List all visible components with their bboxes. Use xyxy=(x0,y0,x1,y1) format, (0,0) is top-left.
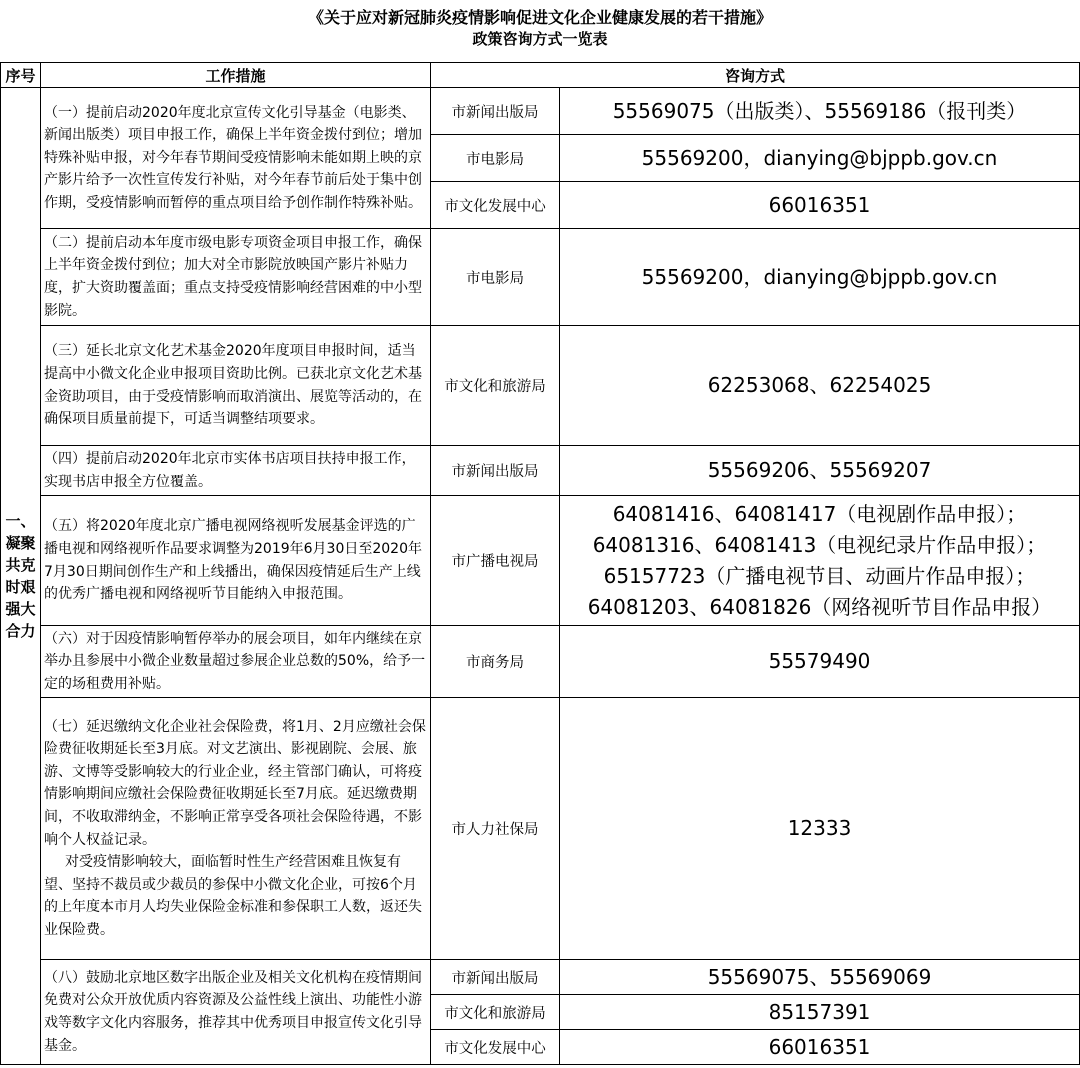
contact-line: 64081203、64081826（网络视听节目作品申报） xyxy=(587,594,1052,619)
contact-cell: 55569200，dianying@bjppb.gov.cn xyxy=(560,135,1080,182)
measure-cell: （八）鼓励北京地区数字出版企业及相关文化机构在疫情期间免费对公众开放优质内容资源及公益性线上演出、功能性小游戏等数字文化内容服务，推荐其中优秀项目申报宣传文化引导基金。 xyxy=(41,960,431,1065)
contact-cell: 55579490 xyxy=(560,626,1080,698)
contact-line: 64081316、64081413（电视纪录片作品申报）； xyxy=(592,532,1047,557)
measure-paragraph: 对受疫情影响较大，面临暂时性生产经营困难且恢复有望、坚持不裁员或少裁员的参保中小微文化企业，可按6个月的上年度本市月人均失业保险金标准和参保职工人数，返还失业保险费。 xyxy=(44,854,422,938)
table-row xyxy=(1,229,1080,326)
contact-cell: 66016351 xyxy=(560,1030,1080,1065)
department-cell: 市新闻出版局 xyxy=(431,446,560,496)
policy-contact-table xyxy=(0,62,1080,1065)
document-header xyxy=(0,0,1080,62)
table-header-row xyxy=(1,63,1080,88)
measure-cell: （三）延长北京文化艺术基金2020年度项目申报时间，适当提高中小微文化企业申报项目资助比例。已获北京文化艺术基金资助项目，由于受疫情影响而取消演出、展览等活动的，在确保项目质量前提下，可适当调整结项要求。 xyxy=(41,326,431,446)
contact-cell: 85157391 xyxy=(560,995,1080,1030)
department-cell: 市文化发展中心 xyxy=(431,1030,560,1065)
header-seq: 序号 xyxy=(1,63,41,88)
contact-cell: 12333 xyxy=(560,698,1080,960)
department-cell: 市新闻出版局 xyxy=(431,960,560,995)
group-label-cell xyxy=(1,88,41,1065)
measure-cell: （五）将2020年度北京广播电视网络视听发展基金评选的广播电视和网络视听作品要求调整为2019年6月30日至2020年7月30日期间创作生产和上线播出，确保因疫情延后生产上线的优秀广播电视和网络视听节目能纳入申报范围。 xyxy=(41,496,431,626)
contact-line: 65157723（广播电视节目、动画片作品申报）； xyxy=(603,563,1036,588)
measure-cell xyxy=(41,698,431,960)
table-row xyxy=(1,88,1080,135)
measure-cell: （六）对于因疫情影响暂停举办的展会项目，如年内继续在京举办且参展中小微企业数量超过参展企业总数的50%，给予一定的场租费用补贴。 xyxy=(41,626,431,698)
measure-cell: （一）提前启动2020年度北京宣传文化引导基金（电影类、新闻出版类）项目申报工作，确保上半年资金拨付到位；增加特殊补贴申报，对今年春节期间受疫情影响未能如期上映的京产影片给予一次性宣传发行补贴，对今年春节前后处于集中创作期，受疫情影响而暂停的重点项目给予创作制作特殊补贴。 xyxy=(41,88,431,229)
group-label: 一、凝聚共克时艰强大合力 xyxy=(5,512,36,640)
contact-cell: 62253068、62254025 xyxy=(560,326,1080,446)
header-measure: 工作措施 xyxy=(41,63,431,88)
measure-cell: （四）提前启动2020年北京市实体书店项目扶持申报工作，实现书店申报全方位覆盖。 xyxy=(41,446,431,496)
measure-paragraph: （七）延迟缴纳文化企业社会保险费，将1月、2月应缴社会保险费征收期延长至3月底。对文艺演出、影视剧院、会展、旅游、文博等受影响较大的行业企业，经主管部门确认，可将疫情影响期间应缴社会保险费征收期延长至7月底。延迟缴费期间，不收取滞纳金，不影响正常享受各项社会保险待遇，不影响个人权益记录。 xyxy=(44,718,426,848)
table-row xyxy=(1,626,1080,698)
department-cell: 市文化发展中心 xyxy=(431,182,560,229)
department-cell: 市新闻出版局 xyxy=(431,88,560,135)
document-title: 《关于应对新冠肺炎疫情影响促进文化企业健康发展的若干措施》 xyxy=(307,8,772,27)
contact-cell: 55569200，dianying@bjppb.gov.cn xyxy=(560,229,1080,326)
table-row xyxy=(1,446,1080,496)
table-row xyxy=(1,698,1080,960)
contact-cell: 55569075、55569069 xyxy=(560,960,1080,995)
department-cell: 市商务局 xyxy=(431,626,560,698)
department-cell: 市人力社保局 xyxy=(431,698,560,960)
table-row xyxy=(1,960,1080,995)
department-cell: 市电影局 xyxy=(431,229,560,326)
contact-line: 64081416、64081417（电视剧作品申报）； xyxy=(612,501,1027,526)
contact-cell: 66016351 xyxy=(560,182,1080,229)
contact-cell: 55569075（出版类）、55569186（报刊类） xyxy=(560,88,1080,135)
department-cell: 市文化和旅游局 xyxy=(431,326,560,446)
contact-cell: 55569206、55569207 xyxy=(560,446,1080,496)
department-cell: 市文化和旅游局 xyxy=(431,995,560,1030)
document-subtitle: 政策咨询方式一览表 xyxy=(472,30,608,48)
table-row xyxy=(1,496,1080,626)
measure-cell: （二）提前启动本年度市级电影专项资金项目申报工作，确保上半年资金拨付到位；加大对全市影院放映国产影片补贴力度，扩大资助覆盖面；重点支持受疫情影响经营困难的中小型影院。 xyxy=(41,229,431,326)
contact-cell xyxy=(560,496,1080,626)
department-cell: 市电影局 xyxy=(431,135,560,182)
header-contact: 咨询方式 xyxy=(431,63,1080,88)
table-row xyxy=(1,326,1080,446)
department-cell: 市广播电视局 xyxy=(431,496,560,626)
